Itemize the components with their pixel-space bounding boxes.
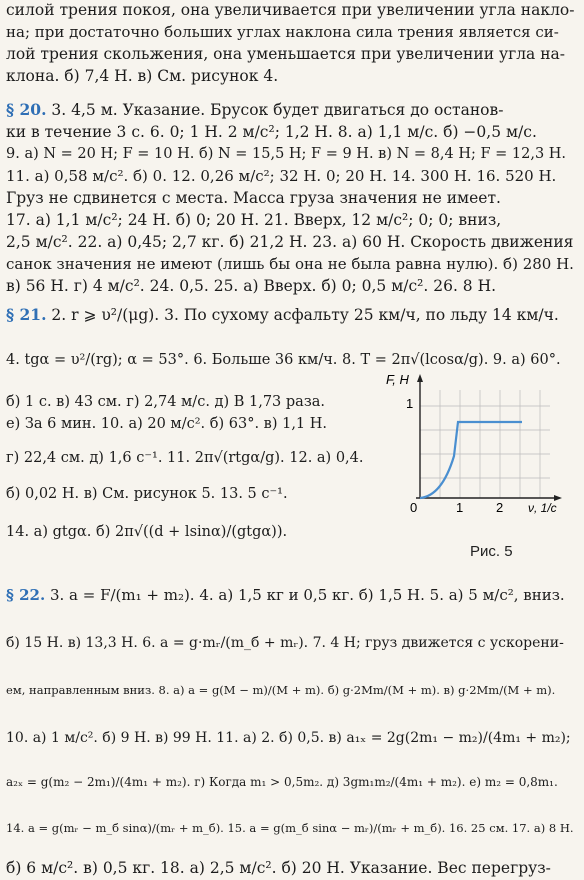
text-line	[6, 254, 574, 274]
text-line	[6, 772, 558, 792]
graph-grid	[420, 390, 550, 498]
line-text: Груз не сдвинется с места. Масса груза значения не имеет.	[6, 189, 501, 207]
text-line	[6, 22, 559, 42]
text-line	[6, 728, 571, 748]
line-text: ки в течение 3 с. 6. 0; 1 Н. 2 м/с²; 1,2 Н. 8. а) 1,1 м/с. б) −0,5 м/с.	[6, 123, 537, 141]
text-line	[6, 585, 565, 605]
text-line	[6, 858, 551, 878]
line-text: 2. r ⩾ υ²/(μg). 3. По сухому асфальту 25 км/ч, по льду 14 км/ч.	[46, 306, 559, 324]
text-line	[6, 484, 288, 504]
line-text: a₂ₓ = g(m₂ − 2m₁)/(4m₁ + m₂). г) Когда m₁ > 0,5m₂. д) 3gm₁m₂/(4m₁ + m₂). е) m₂ = 0,8m₁.	[6, 775, 558, 789]
section-heading: § 22.	[6, 586, 46, 604]
line-text: б) 1 с. в) 43 см. г) 2,74 м/с. д) В 1,73 раза.	[6, 394, 325, 410]
section-heading: § 21.	[6, 305, 47, 324]
y-tick-label: 1	[406, 396, 414, 411]
line-text: 2,5 м/с². 22. а) 0,45; 2,7 кг. б) 21,2 Н. 23. а) 60 Н. Скорость движения	[6, 233, 574, 251]
text-line	[6, 144, 566, 164]
line-text: 11. а) 0,58 м/с². б) 0. 12. 0,26 м/с²; 32 Н. 0; 20 Н. 14. 300 Н. 16. 520 Н.	[6, 167, 557, 185]
text-line	[6, 66, 278, 86]
line-text: силой трения покоя, она увеличивается при увеличении угла накло-	[6, 1, 575, 19]
line-text: 4. tgα = υ²/(rg); α = 53°. 6. Больше 36 км/ч. 8. T = 2π√(lcosα/g). 9. а) 60°.	[6, 352, 561, 368]
line-text: лой трения скольжения, она уменьшается при увеличении угла на-	[6, 45, 566, 63]
x-axis-label: ν, 1/с	[528, 501, 557, 515]
x-tick-label-2: 2	[496, 500, 504, 515]
text-line	[6, 44, 565, 64]
text-line	[6, 166, 556, 186]
text-line	[6, 276, 496, 296]
text-line	[6, 392, 325, 412]
y-axis-label: F, Н	[386, 372, 409, 387]
line-text: 14. a = g(mᵣ − m_б sinα)/(mᵣ + m_б). 15. a = g(m_б sinα − mᵣ)/(mᵣ + m_б). 16. 25 см. 17. а) 8 Н.	[6, 821, 574, 835]
text-line	[6, 633, 564, 653]
figure-5-graph	[380, 370, 580, 530]
line-text: г) 22,4 см. д) 1,6 с⁻¹. 11. 2π√(rtgα/g). 12. а) 0,4.	[6, 450, 364, 466]
line-text: 3. 4,5 м. Указание. Брусок будет двигаться до останов-	[46, 101, 504, 119]
text-line	[6, 305, 559, 325]
text-line	[6, 414, 327, 434]
line-text: ем, направленным вниз. 8. а) a = g(M − m)/(M + m). б) g·2Mm/(M + m). в) g·2Mm/(M + m).	[6, 683, 556, 697]
x-tick-label-1: 1	[456, 500, 464, 515]
line-text: 10. а) 1 м/с². б) 9 Н. в) 99 Н. 11. а) 2. б) 0,5. в) a₁ₓ = 2g(2m₁ − m₂)/(4m₁ + m₂);	[6, 730, 571, 746]
x-tick-label-0: 0	[410, 500, 418, 515]
line-text: на; при достаточно больших углах наклона сила трения является си-	[6, 23, 559, 41]
figure-caption: Рис. 5	[470, 543, 513, 560]
text-line	[6, 100, 503, 120]
section-heading: § 20.	[6, 100, 47, 119]
line-text: е) За 6 мин. 10. а) 20 м/с². б) 63°. в) 1,1 Н.	[6, 416, 328, 432]
line-text: 14. а) gtgα. б) 2π√((d + lsinα)/(gtgα)).	[6, 524, 288, 540]
line-text: б) 0,02 Н. в) См. рисунок 5. 13. 5 с⁻¹.	[6, 486, 288, 502]
text-line	[6, 522, 287, 542]
line-text: б) 6 м/с². в) 0,5 кг. 18. а) 2,5 м/с². б) 20 Н. Указание. Вес перегруз-	[6, 859, 551, 877]
text-line	[6, 818, 574, 838]
text-line	[6, 350, 561, 370]
line-text: в) 56 Н. г) 4 м/с². 24. 0,5. 25. а) Вверх. б) 0; 0,5 м/с². 26. 8 Н.	[6, 277, 497, 295]
text-line	[6, 448, 364, 468]
text-line	[6, 122, 537, 142]
line-text: б) 15 Н. в) 13,3 Н. 6. a = g·mᵣ/(m_б + mᵣ). 7. 4 Н; груз движется с ускорени-	[6, 635, 564, 651]
line-text: клона. б) 7,4 Н. в) См. рисунок 4.	[6, 67, 279, 85]
line-text: 3. a = F/(m₁ + m₂). 4. а) 1,5 кг и 0,5 кг. б) 1,5 Н. 5. а) 5 м/с², вниз.	[45, 586, 565, 604]
text-line	[6, 232, 573, 252]
line-text: санок значения не имеют (лишь бы она не была равна нулю). б) 280 Н.	[6, 255, 574, 273]
text-line	[6, 0, 574, 20]
force-curve	[420, 422, 522, 498]
text-line	[6, 680, 555, 700]
line-text: 9. а) N = 20 Н; F = 10 Н. б) N = 15,5 Н; F = 9 Н. в) N = 8,4 Н; F = 12,3 Н.	[6, 146, 567, 162]
line-text: 17. а) 1,1 м/с²; 24 Н. б) 0; 20 Н. 21. Вверх, 12 м/с²; 0; 0; вниз,	[6, 211, 502, 229]
text-line	[6, 210, 501, 230]
text-line	[6, 188, 501, 208]
y-axis-arrow-icon	[417, 374, 423, 382]
